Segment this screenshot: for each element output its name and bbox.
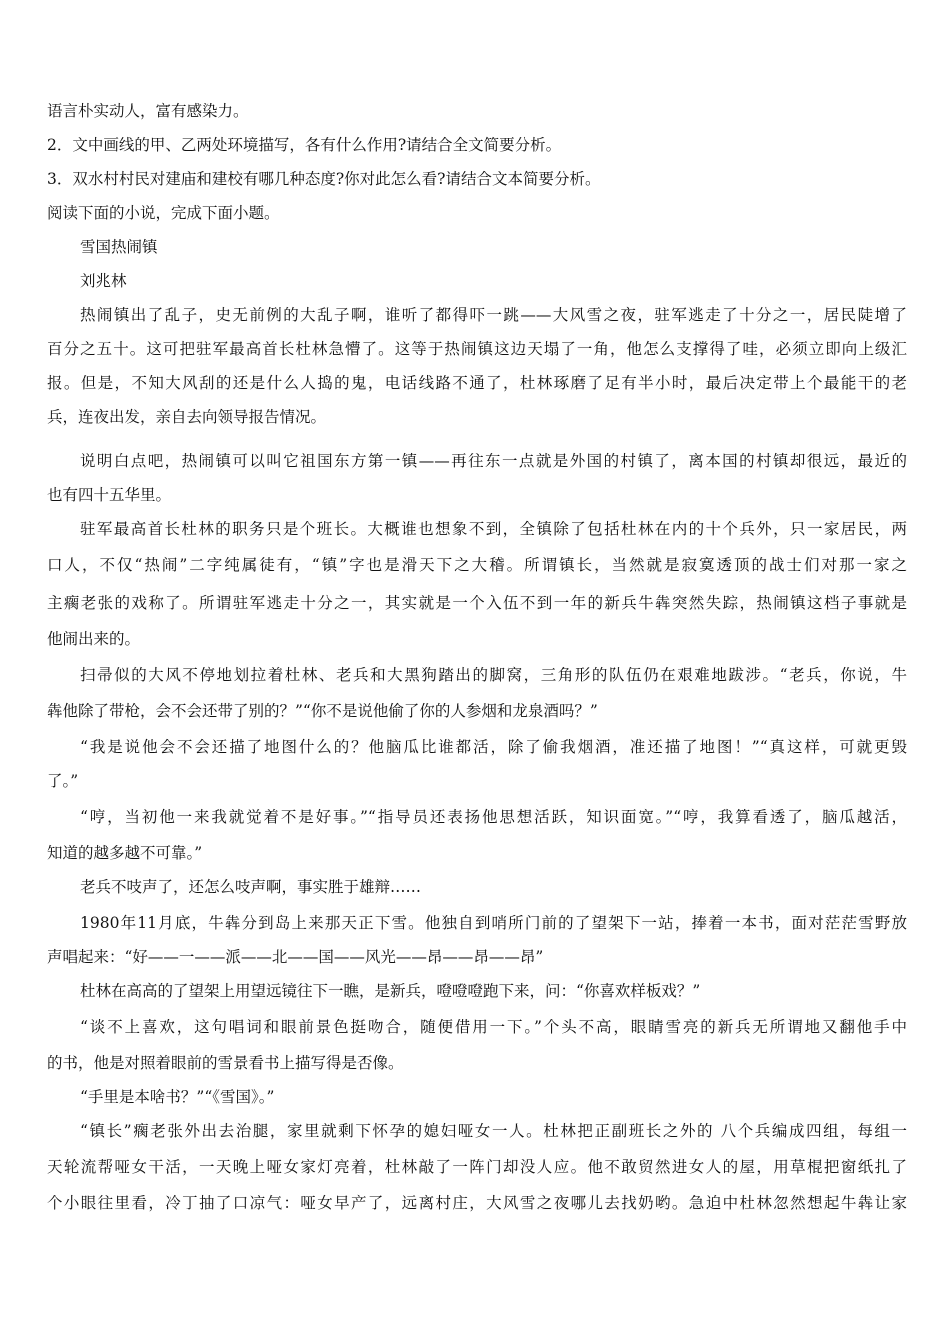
- body-line: 报。但是，不知大风刮的还是什么人捣的鬼，电话线路不通了，杜林琢磨了足有半小时，最后决定带上个最能干的老: [47, 374, 907, 392]
- body-line: 兵，连夜出发，亲自去向领导报告情况。: [47, 408, 327, 426]
- body-line: 说明白点吧，热闹镇可以叫它祖国东方第一镇——再往东一点就是外国的村镇了，离本国的村镇却很远，最近的: [80, 452, 907, 470]
- body-line: 天轮流帮哑女干活，一天晚上哑女家灯亮着，杜林敲了一阵门却没人应。他不敢贸然进女人的屋，用草棍把窗纸扎了: [47, 1158, 907, 1176]
- body-line: 声唱起来：“好——一——派——北——国——风光——昂——昂——昂”: [47, 948, 544, 966]
- body-line: 主瘸老张的戏称了。所谓驻军逃走十分之一，其实就是一个入伍不到一年的新兵牛犇突然失踪，热闹镇这档子事就是: [47, 594, 907, 612]
- body-line: 百分之五十。这可把驻军最高首长杜林急懵了。这等于热闹镇这边天塌了一角，他怎么支撑得了哇，必须立即向上级汇: [47, 340, 907, 358]
- previous-answer-tail: 语言朴实动人，富有感染力。: [47, 102, 249, 120]
- body-line: 杜林在高高的了望架上用望远镜往下一瞧，是新兵，噔噔噔跑下来，问：“你喜欢样板戏？”: [80, 982, 701, 1000]
- body-line: “镇长”瘸老张外出去治腿，家里就剩下怀孕的媳妇哑女一人。杜林把正副班长之外的 八个兵编成四组，每组一: [80, 1122, 907, 1140]
- body-line: “哼，当初他一来我就觉着不是好事。”“指导员还表扬他思想活跃，知识面宽。”“哼，我算看透了，脑瓜越活，: [80, 808, 907, 826]
- reading-instruction: 阅读下面的小说，完成下面小题。: [47, 204, 280, 222]
- body-line: “手里是本啥书？”“《雪国》。”: [80, 1088, 275, 1106]
- body-line: “谈不上喜欢，这句唱词和眼前景色挺吻合，随便借用一下。”个头不高，眼睛雪亮的新兵无所谓地又翻他手中: [80, 1018, 907, 1036]
- body-line: 老兵不吱声了，还怎么吱声啊，事实胜于雄辩……: [80, 878, 422, 896]
- body-line: 也有四十五华里。: [47, 486, 172, 504]
- body-line: 犇他除了带枪，会不会还带了别的？”“你不是说他偷了你的人参烟和龙泉酒吗？”: [47, 702, 598, 720]
- body-line: 个小眼往里看，冷丁抽了口凉气：哑女早产了，远离村庄，大风雪之夜哪儿去找奶哟。急迫中杜林忽然想起牛犇让家: [47, 1194, 907, 1212]
- story-title: 雪国热闹镇: [80, 238, 158, 256]
- question-3: 3．双水村村民对建庙和建校有哪几种态度?你对此怎么看?请结合文本简要分析。: [47, 170, 601, 188]
- body-line: 热闹镇出了乱子，史无前例的大乱子啊，谁听了都得吓一跳——大风雪之夜，驻军逃走了十分之一，居民陡增了: [80, 306, 907, 324]
- story-author: 刘兆林: [80, 272, 127, 290]
- body-line: 知道的越多越不可靠。”: [47, 844, 203, 862]
- body-line: 1980年11月底，牛犇分到岛上来那天正下雪。他独自到哨所门前的了望架下一站，捧着一本书，面对茫茫雪野放: [80, 914, 907, 932]
- body-line: 了。”: [47, 772, 79, 790]
- question-2: 2．文中画线的甲、乙两处环境描写，各有什么作用?请结合全文简要分析。: [47, 136, 562, 154]
- body-line: 口人，不仅“热闹”二字纯属徒有，“镇”字也是滑天下之大稽。所谓镇长，当然就是寂寞透顶的战士们对那一家之: [47, 556, 907, 574]
- body-line: 驻军最高首长杜林的职务只是个班长。大概谁也想象不到，全镇除了包括杜林在内的十个兵外，只一家居民，两: [80, 520, 907, 538]
- body-line: 的书，他是对照着眼前的雪景看书上描写得是否像。: [47, 1054, 404, 1072]
- body-line: “我是说他会不会还描了地图什么的？他脑瓜比谁都活，除了偷我烟酒，准还描了地图！”“真这样，可就更毁: [80, 738, 907, 756]
- body-line: 他闹出来的。: [47, 630, 141, 648]
- body-line: 扫帚似的大风不停地划拉着杜林、老兵和大黑狗踏出的脚窝，三角形的队伍仍在艰难地跋涉。“老兵，你说，牛: [80, 666, 907, 684]
